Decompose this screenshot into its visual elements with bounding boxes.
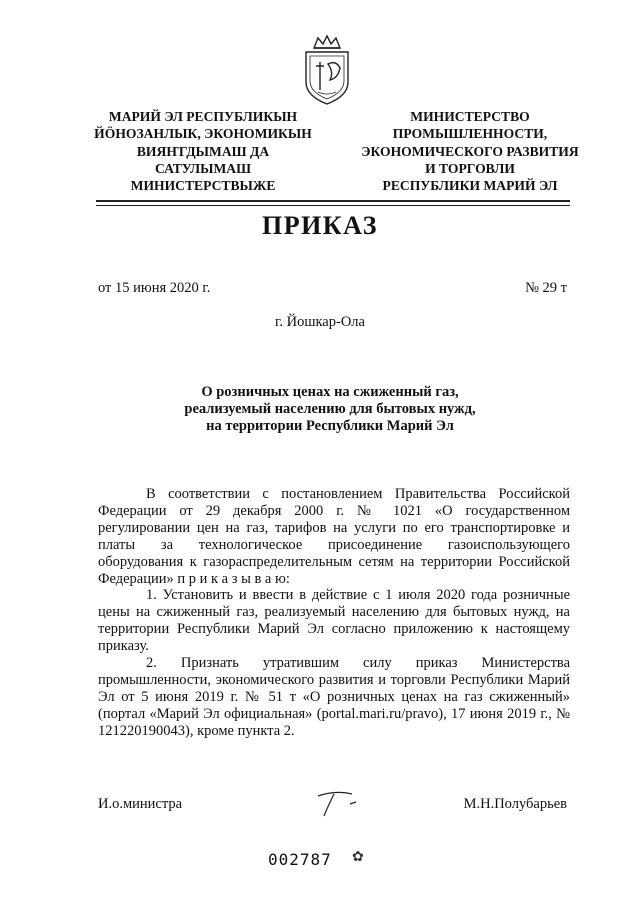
header-divider-thin <box>96 205 570 206</box>
document-number: № 29 т <box>525 280 567 296</box>
ministry-name-mari <box>68 108 338 194</box>
coat-of-arms-icon <box>300 34 354 106</box>
body-paragraph: В соответствии с постановлением Правительства Российской Федерации от 29 декабря 2000 г. № 1021 «О государственном регулировании цен на газ, тарифов на услуги по его транспортировке и платы за технологическое присоединение газоиспользующего оборудования к газораспределительным сетям на территории Российской Федерации» п р и к а з ы в а ю: <box>98 486 570 587</box>
ministry-name-russian <box>352 108 588 194</box>
document-body <box>98 486 570 740</box>
header-right-line: ПРОМЫШЛЕННОСТИ, <box>392 126 548 142</box>
header-right-line: ЭКОНОМИЧЕСКОГО РАЗВИТИЯ <box>361 143 579 159</box>
subject-line: О розничных ценах на сжиженный газ, <box>201 384 459 400</box>
signatory-role: И.о.министра <box>98 796 183 812</box>
header-left-line: ЙӦНОЗАНЛЫК, ЭКОНОМИКЫН <box>94 126 312 142</box>
signatory-name: М.Н.Полубарьев <box>463 796 567 812</box>
body-paragraph: 1. Установить и ввести в действие с 1 июля 2020 года розничные цены на сжиженный газ, реализуемый населению для бытовых нужд, на территории Республики Марий Эл согласно приложению к настоящему приказу. <box>98 587 570 655</box>
handwritten-signature <box>306 784 366 824</box>
document-date: от 15 июня 2020 г. <box>98 280 211 296</box>
header-left-line: МАРИЙ ЭЛ РЕСПУБЛИКЫН <box>108 109 298 124</box>
stamp-mark-icon: ✿ <box>352 850 364 865</box>
subject-line: на территории Республики Марий Эл <box>206 418 454 434</box>
header-divider <box>96 200 570 202</box>
document-place: г. Йошкар-Ола <box>275 314 365 330</box>
document-subject <box>120 384 540 435</box>
body-paragraph: 2. Признать утратившим силу приказ Министерства промышленности, экономического развития и торговли Республики Марий Эл от 5 июня 2019 г. № 51 т «О розничных ценах на газ сжиженный» (портал «Марий Эл официальная» (portal.mari.ru/pravo), 17 июня 2019 г., № 121220190043), кроме пункта 2. <box>98 655 570 739</box>
header-left-line: МИНИСТЕРСТВЫЖЕ <box>130 178 276 194</box>
header-right-line: И ТОРГОВЛИ <box>425 160 515 176</box>
header-left-line: САТУЛЫМАШ <box>154 160 252 176</box>
header-right-line: РЕСПУБЛИКИ МАРИЙ ЭЛ <box>382 178 558 194</box>
serial-number: 002787 <box>268 850 332 869</box>
document-title: ПРИКАЗ <box>261 211 379 240</box>
header-left-line: ВИЯҤГДЫМАШ ДА <box>136 143 270 159</box>
header-right-line: МИНИСТЕРСТВО <box>410 109 530 124</box>
subject-line: реализуемый населению для бытовых нужд, <box>184 401 476 417</box>
